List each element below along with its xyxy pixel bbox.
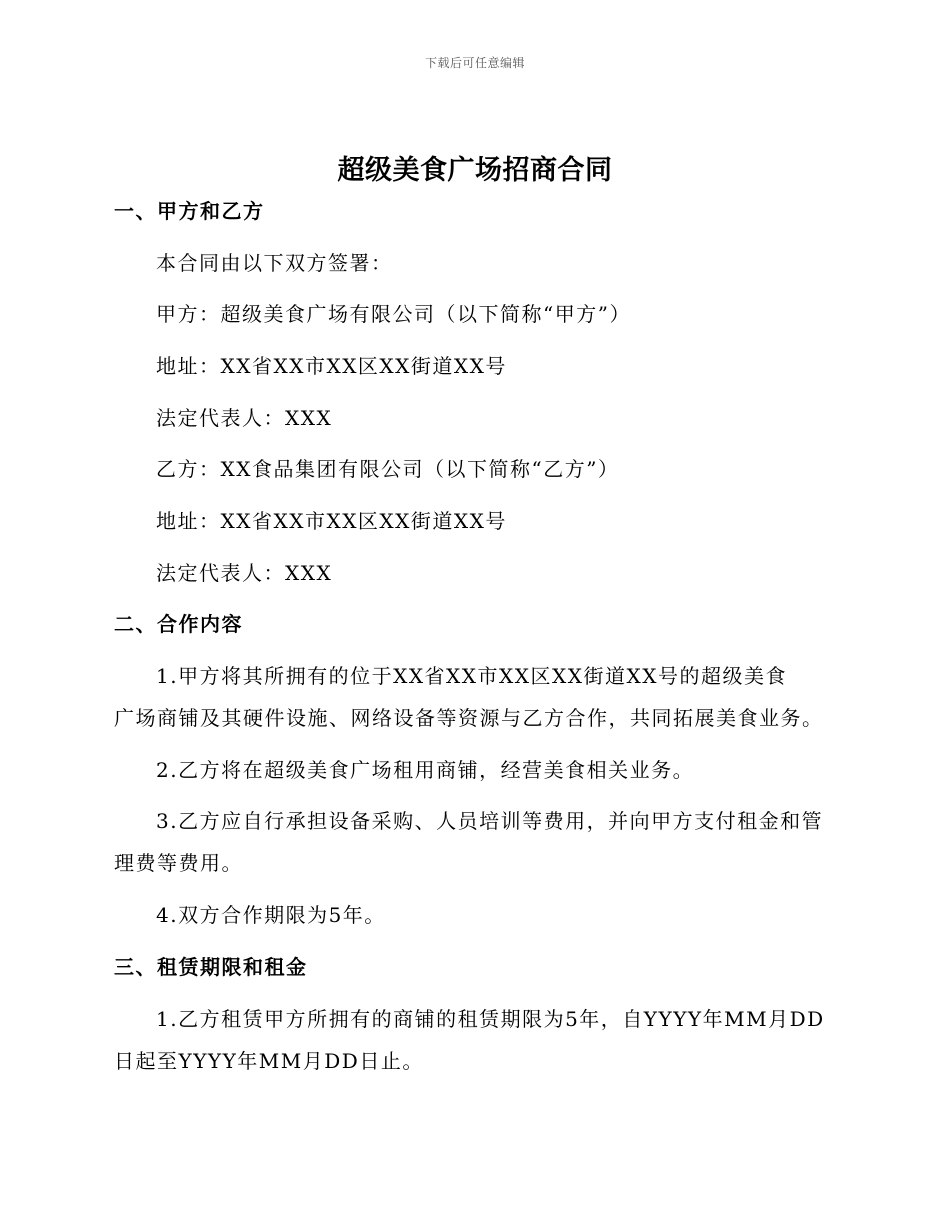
document-title: 超级美食广场招商合同 [337,155,613,186]
document-body [114,190,838,1090]
paragraph-party-b-address: 地址：XX省XX市XX区XX街道XX号 [156,509,507,533]
section-heading-lease-term: 三、租赁期限和租金 [114,955,308,979]
paragraph-cooperation-item-1-line-1: 1.甲方将其所拥有的位于XX省XX市XX区XX街道XX号的超级美食 [156,664,787,688]
paragraph-intro: 本合同由以下双方签署： [156,251,393,275]
paragraph-party-a: 甲方：超级美食广场有限公司（以下简称“甲方”） [156,302,631,326]
paragraph-party-a-representative: 法定代表人：XXX [156,406,333,430]
section-heading-cooperation: 二、合作内容 [114,612,243,636]
paragraph-party-b: 乙方：XX食品集团有限公司（以下简称“乙方”） [156,457,620,481]
paragraph-lease-item-1-line-2: 日起至YYYY年MM月DD日止。 [114,1049,424,1073]
paragraph-party-b-representative: 法定代表人：XXX [156,561,333,585]
paragraph-cooperation-item-4: 4.双方合作期限为5年。 [156,903,386,927]
header-note: 下载后可任意编辑 [424,56,525,70]
section-heading-parties: 一、甲方和乙方 [114,199,265,223]
paragraph-cooperation-item-2: 2.乙方将在超级美食广场租用商铺，经营美食相关业务。 [156,758,695,782]
paragraph-lease-item-1-line-1: 1.乙方租赁甲方所拥有的商铺的租赁期限为5年，自YYYY年MM月DD [156,1007,825,1031]
paragraph-cooperation-item-3-line-1: 3.乙方应自行承担设备采购、人员培训等费用，并向甲方支付租金和管 [156,809,824,833]
paragraph-cooperation-item-1-line-2: 广场商铺及其硬件设施、网络设备等资源与乙方合作，共同拓展美食业务。 [114,706,824,730]
paragraph-party-a-address: 地址：XX省XX市XX区XX街道XX号 [156,354,507,378]
paragraph-cooperation-item-3-line-2: 理费等费用。 [114,851,243,875]
